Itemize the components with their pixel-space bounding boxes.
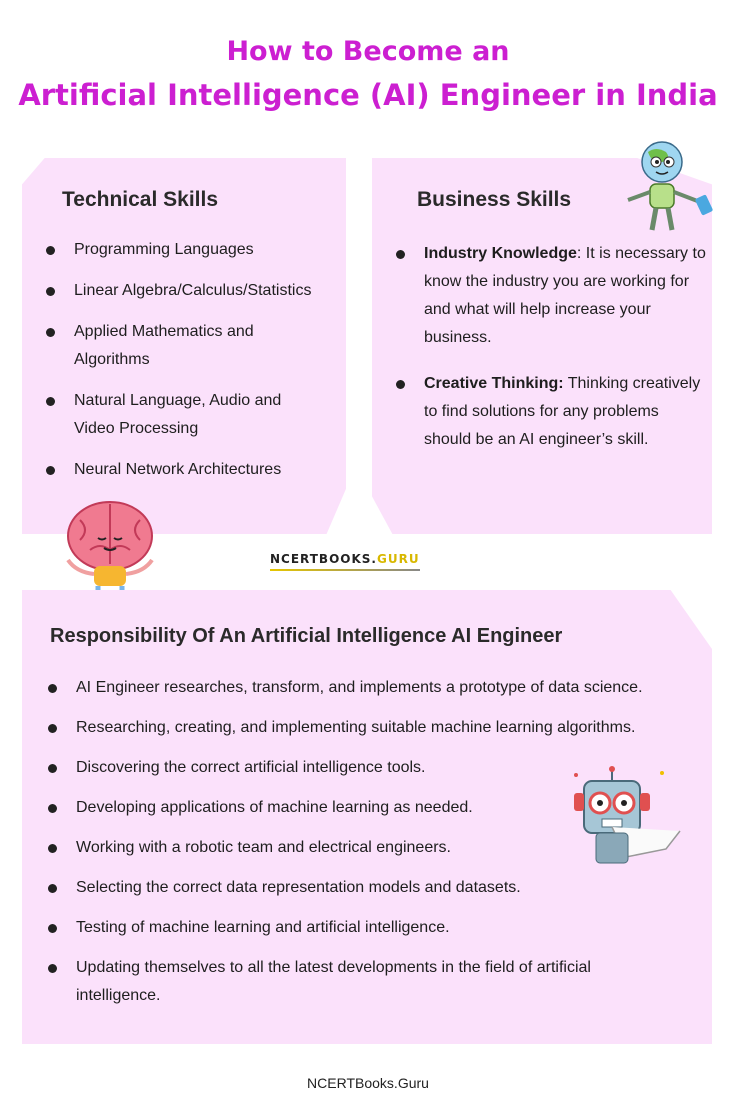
bullet-icon (46, 246, 55, 255)
robot-illustration (612, 140, 720, 236)
bullet-icon (46, 287, 55, 296)
bullet-icon (48, 924, 57, 933)
bullet-icon (46, 466, 55, 475)
site-logo: NCERTBOOKS.GURU (270, 552, 420, 566)
list-item: Creative Thinking: Thinking creatively to find solutions for any problems should be an AI engineer’s skill. (396, 370, 706, 454)
bullet-icon (48, 884, 57, 893)
business-skills-heading: Business Skills (417, 188, 572, 211)
robot-head-illustration (566, 765, 690, 877)
list-item: Neural Network Architectures (46, 456, 336, 484)
list-item: AI Engineer researches, transform, and implements a prototype of data science. (48, 674, 688, 702)
bullet-icon (396, 380, 405, 389)
list-item: Working with a robotic team and electrical engineers. (48, 834, 688, 862)
bullet-icon (48, 804, 57, 813)
bullet-icon (48, 964, 57, 973)
bullet-icon (48, 724, 57, 733)
business-skills-list (396, 240, 706, 454)
list-item: Applied Mathematics and Algorithms (46, 318, 336, 374)
list-item: Industry Knowledge: It is necessary to know the industry you are working for and what will help increase your business. (396, 240, 706, 352)
list-item: Programming Languages (46, 236, 336, 264)
bullet-icon (46, 328, 55, 337)
technical-skills-list (46, 236, 336, 484)
brain-illustration (50, 500, 172, 600)
list-item: Natural Language, Audio and Video Processing (46, 387, 336, 443)
list-item: Linear Algebra/Calculus/Statistics (46, 277, 336, 305)
list-item: Updating themselves to all the latest developments in the field of artificial intelligence. (48, 954, 688, 1010)
responsibility-heading: Responsibility Of An Artificial Intelligence AI Engineer (50, 625, 563, 647)
technical-skills-heading: Technical Skills (62, 188, 219, 211)
bullet-icon (48, 684, 57, 693)
list-item: Discovering the correct artificial intelligence tools. (48, 754, 688, 782)
footer-credit: NCERTBooks.Guru (307, 1075, 429, 1091)
list-item: Developing applications of machine learning as needed. (48, 794, 688, 822)
page-title-line-2: Artificial Intelligence (AI) Engineer in India (18, 78, 718, 112)
list-item: Selecting the correct data representation models and datasets. (48, 874, 688, 902)
list-item: Researching, creating, and implementing suitable machine learning algorithms. (48, 714, 688, 742)
bullet-icon (48, 844, 57, 853)
page-title-line-1: How to Become an (226, 36, 510, 67)
bullet-icon (396, 250, 405, 259)
logo-underline (270, 569, 420, 571)
bullet-icon (46, 397, 55, 406)
list-item: Testing of machine learning and artificial intelligence. (48, 914, 688, 942)
bullet-icon (48, 764, 57, 773)
